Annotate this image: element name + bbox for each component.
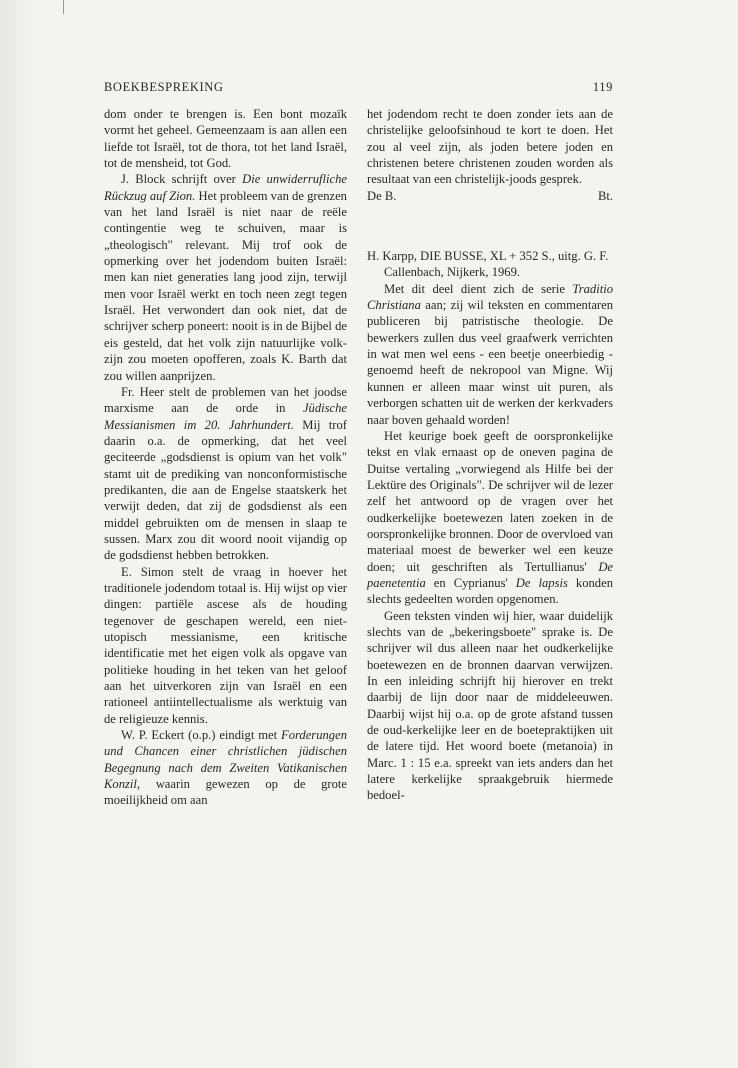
section-spacer: [367, 204, 613, 248]
paragraph-boete: Geen teksten vinden wij hier, waar duidelijk slechts van de „bekeringsboete" sprake is. De schrijver wil dus alleen naar het oudkerkelijke boetewezen en de bronnen daarvan verwijzen. In een inleiding schrijft hij hierover en trekt daarbij de lijn door naar de middeleeuwen. Daarbij wijst hij o.a. op de grote afstand tussen de oud-kerkelijke leer en de boetepraktijken uit de latere tijd. Het woord boete (metanoia) in Marc. 1 : 15 e.a. spreekt van iets anders dan het latere kerkelijke spraakgebruik hiermede bedoel-: [367, 608, 613, 803]
text: aan; zij wil teksten en commentaren publiceren bij patristische theologie. De bewerkers zullen dus veel graafwerk verrichten in wat men wel eens - een beetje oneerbiedig - genoemd heeft de nekropool van Migne. Wij kunnen er alleen maar winst uit puren, als verborgen schatten uit de werken der kerkvaders naar boven gehaald worden!: [367, 298, 613, 427]
text: Het keurige boek geeft de oorspronkelijke tekst en vlak ernaast op de oneven pagina de Duitse vertaling „vorwiegend als Hilfe bei der Lektüre des Originals". De schrijver wil de lezer zelf het antwoord op de vragen over het oudkerkelijke boetewezen laten zoeken in de oorspronkelijke bronnen. Door de overvloed van materiaal moest de bewerker wel een keuze doen; uit geschriften als Tertullianus': [367, 428, 613, 574]
signature-right: Bt.: [597, 188, 613, 203]
text: Met dit deel dient zich de serie: [384, 281, 573, 296]
left-column: [104, 106, 347, 809]
text: Het probleem van de grenzen van het land Israël is niet naar de reële contingentie weg te schuiven, maar is „theologisch" relevant. Mij trof ook de opmerking over het jodendom buiten Israël: men kan niet generaties lang jood zijn, terwijl men voor Israël werkt en toch neen zegt tegen Israël. Het verwondert dan ook niet, dat de schrijver scherp poneert: nooit is in de Bijbel de eis gesteld, dat het volk zijn natuurlijke volk-zijn zou moeten opofferen, zoals K. Barth dat zou willen aanprijzen.: [104, 188, 347, 383]
text: waarin gewezen op de grote moeilijkheid om aan: [104, 777, 347, 808]
work-title: De lapsis: [515, 575, 568, 590]
paragraph-traditio: [367, 281, 613, 428]
series-title: Traditio Christiana: [367, 281, 613, 313]
paragraph-block: [104, 171, 347, 383]
text: J. Block schrijft over: [121, 172, 243, 187]
work-title: De paenetentia: [367, 559, 613, 590]
paragraph-heer: [104, 384, 347, 564]
book-title: Forderungen und Chancen einer christlichen jüdischen Begegnung nach dem Zweiten Vatikanischen Konzil,: [104, 728, 347, 792]
signature-left: De B.: [367, 188, 397, 203]
text: konden slechts gedeelten worden opgenomen.: [367, 575, 613, 607]
text: Mij trof daarin o.a. de opmerking, dat het veel geciteerde „godsdienst is opium van het volk" stamt uit de prediking van nonconformistische predikanten, die aan de Engelse staatskerk het verwijt deden, dat zij de godsdienst als een middel gebruikten om de mensen in slaap te sussen. Marx zou dit woord nooit vijandig op de godsdienst hebben betrokken.: [104, 417, 347, 563]
paragraph: dom onder te brengen is. Een bont mozaïk vormt het geheel. Gemeenzaam is aan allen een liefde tot Israël, tot de thora, tot het land Israël, tot de mensheid, tot God.: [104, 107, 347, 171]
book-title: Jüdische Messianismen im 20. Jahrhundert.: [104, 401, 347, 432]
paragraph-eckert: [104, 727, 347, 809]
running-title: BOEKBESPREKING: [104, 80, 224, 94]
text: en Cyprianus': [425, 575, 516, 590]
page-edge-shadow: [0, 0, 36, 1068]
text: Fr. Heer stelt de problemen van het joodse marxisme aan de orde in: [104, 384, 347, 416]
scan-mark: [63, 0, 64, 14]
right-column: [367, 106, 613, 804]
review-heading: H. Karpp, DIE BUSSE, XL + 352 S., uitg. G. F. Callenbach, Nijkerk, 1969.: [367, 249, 609, 280]
review-signature: [367, 188, 613, 204]
page-number: 119: [592, 80, 613, 94]
text: W. P. Eckert (o.p.) eindigt met: [121, 728, 281, 743]
paragraph-boek: [367, 428, 613, 608]
running-header: [104, 80, 613, 96]
paragraph-simon: E. Simon stelt de vraag in hoever het traditionele jodendom totaal is. Hij wijst op vier dingen: partiële ascese als de houding tegenover de geschapen wereld, een niet-utopisch messianisme, een kritische identificatie met het eigen volk als opgave van politieke houding in het teken van het geloof aan het uitverkoren zijn van Israël en een rationeel antiintellectualisme als werktuig van de religieuze kennis.: [104, 564, 347, 726]
book-title: Die unwiderrufliche Rückzug auf Zion.: [104, 172, 347, 203]
paragraph: het jodendom recht te doen zonder iets aan de christelijke geloofsinhoud te kort te doen. Het zou al veel zijn, als joden betere joden en christenen betere christenen zouden worden als resultaat van een christelijk-joods gesprek.: [367, 107, 613, 187]
